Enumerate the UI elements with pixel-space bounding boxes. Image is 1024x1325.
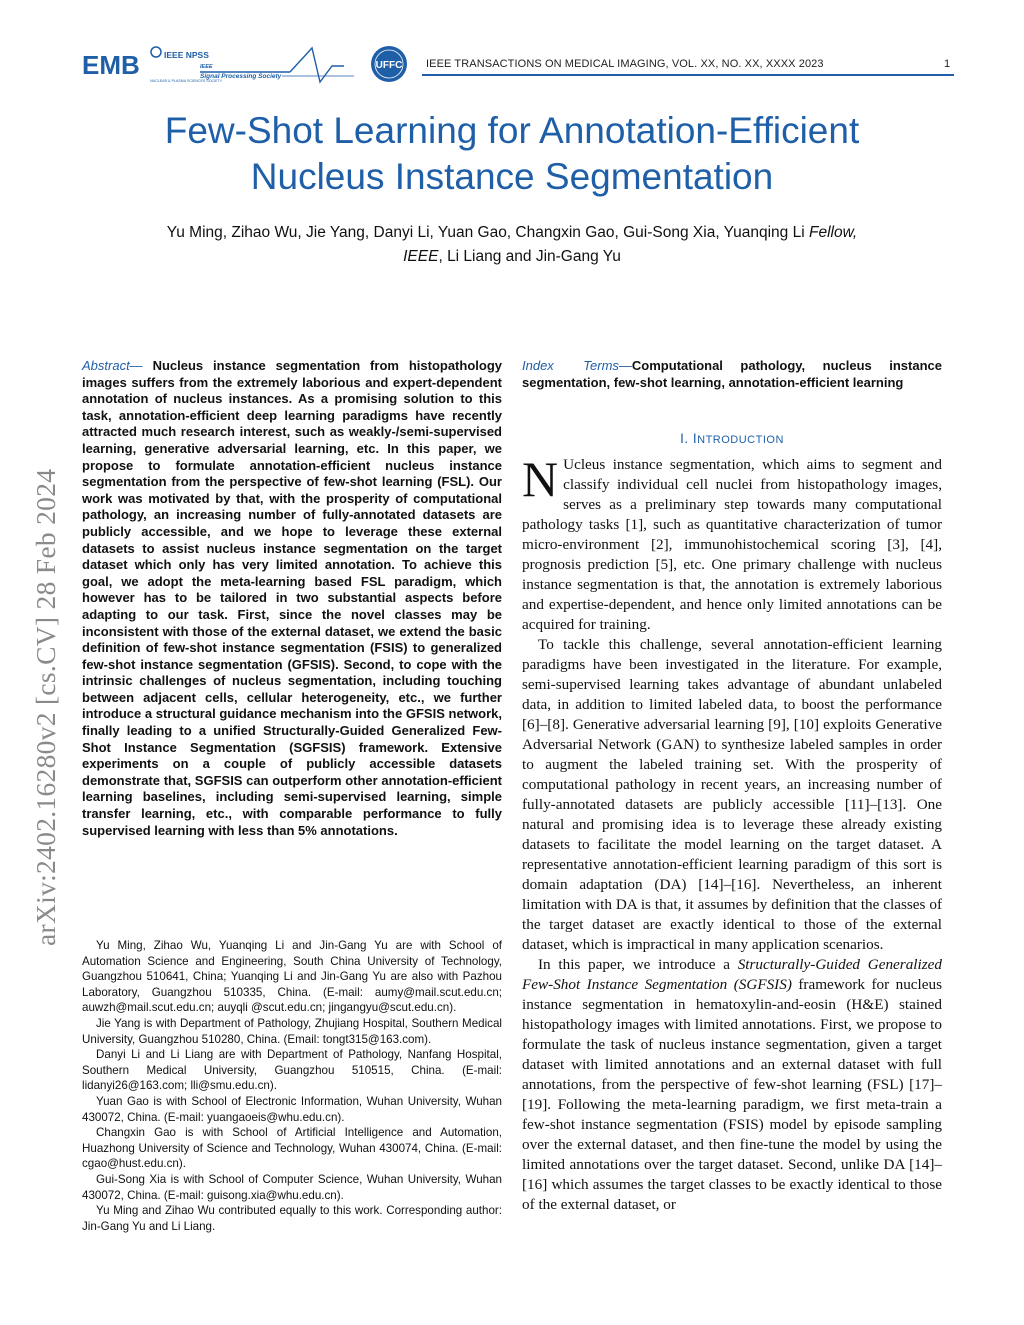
title-line-2: Nucleus Instance Segmentation	[250, 156, 774, 197]
authors-line-2: , Li Liang and Jin-Gang Yu	[438, 248, 621, 265]
author-footnotes	[82, 938, 502, 1234]
header-rule	[422, 74, 954, 76]
intro-p3-start: In this paper, we introduce a	[538, 956, 738, 973]
abstract	[82, 358, 502, 839]
index-terms-label: Index Terms—	[522, 358, 632, 373]
svg-text:IEEE: IEEE	[200, 64, 213, 70]
authors-fellow: Fellow,	[808, 224, 858, 241]
svg-text:NUCLEAR & PLASMA SCIENCES SOCI: NUCLEAR & PLASMA SCIENCES SOCIETY	[150, 79, 223, 83]
footnote: Jie Yang is with Department of Pathology, Zhujiang Hospital, Southern Medical University, Guangzhou 510280, China. (Email: tongt315@163.com).	[82, 1016, 502, 1046]
society-logos	[82, 42, 412, 90]
footnote: Danyi Li and Li Liang are with Department of Pathology, Nanfang Hospital, Southern Medical University, Guangzhou 510515, China. (E-mail: lidanyi26@163.com; lli@smu.edu.cn).	[82, 1048, 502, 1093]
section-number: I.	[680, 431, 693, 446]
footnote: Yu Ming and Zihao Wu contributed equally to this work. Corresponding author: Jin-Gang Yu and Li Liang.	[82, 1204, 502, 1233]
arxiv-sidebar	[30, 356, 60, 946]
drop-cap: N	[522, 451, 559, 507]
intro-paragraph-2: To tackle this challenge, several annotation-efficient learning paradigms have been investigated in the literature. For example, semi-supervised learning takes advantage of abundant unlabeled data, in addition to limited labeled data, to boost the performance [6]–[8]. Generative adversarial learning [9], [10] exploits Generative Adversarial Network (GAN) to synthesize labeled samples in order to augment the labeled training set. With the prosperity of computational pathology in recent years, an increasing number of fully-annotated datasets are publicly accessible [11]–[13]. One natural and promising idea is to leverage these already existing datasets to facilitate the model learning on the target dataset. A representative annotation-efficient learning paradigm of this sort is domain adaptation (DA) [14]–[16]. Nevertheless, an inherent limitation with DA is that, it assumes by definition that the classes of the target dataset are exactly identical to those of the external dataset, which is impractical in many application scenarios.	[522, 636, 942, 953]
section-title-rest: NTRODUCTION	[697, 434, 784, 446]
index-terms-text: Computational pathology, nucleus instance segmentation, few-shot learning, annotation-efficient learning	[522, 358, 942, 390]
author-list	[90, 221, 934, 269]
intro-p1-text: Ucleus instance segmentation, which aims to segment and classify individual cell nuclei from histopathology images, serves as a preliminary step towards many computational pathology tasks [1], such as quantitative characterization of tumor micro-environment [2], immunohistochemical scoring [3], [4], prognosis prediction [5], etc. One primary challenge with nucleus instance segmentation is that, the annotation is extremely laborious and expertise-dependent, and hence only limited annotations can be acquired for training.	[522, 456, 942, 633]
signal-processing-society-logo	[200, 48, 354, 82]
footnote: Yu Ming, Zihao Wu, Yuanqing Li and Jin-Gang Yu are with School of Automation Science and Engineering, South China University of Technology, Guangzhou 510641, China; Yuanqing Li and Jin-Gang Yu are also with Pazhou Laboratory, Guangzhou 510335, China. (E-mail: aumy@mail.scut.edu.cn; auwzh@mail.scut.edu.cn; auyqli @scut.edu.cn; jingangyu@scut.edu.cn).	[82, 939, 502, 1015]
intro-paragraph-1	[522, 451, 942, 635]
paper-title	[60, 108, 964, 200]
uffc-logo	[371, 46, 407, 82]
abstract-text: Nucleus instance segmentation from histopathology images suffers from the extremely laborious and expert-dependent annotation of nucleus instances. As a promising solution to this task, annotation-efficient deep learning paradigms have recently attracted much research interest, such as weakly-/semi-supervised learning, generative adversarial learning, etc. In this paper, we propose to formulate annotation-efficient nucleus instance segmentation from the perspective of few-shot learning (FSL). Our work was motivated by that, with the prosperity of computational pathology, an increasing number of fully-annotated datasets are publicly accessible, and we hope to leverage these external datasets to assist nucleus instance segmentation on the target dataset which only has very limited annotation. To achieve this goal, we adopt the meta-learning based FSL paradigm, which however has to be tailored in two substantial aspects before adapting to our task. First, since the novel classes may be inconsistent with those of the external dataset, we extend the basic definition of few-shot instance segmentation (FSIS) to generalized few-shot instance segmentation (GFSIS). Second, to cope with the intrinsic challenges of nucleus segmentation, including touching between adjacent cells, cellular heterogeneity, etc., we further introduce a structural guidance mechanism into the GFSIS network, finally leading to a unified Structurally-Guided Generalized Few-Shot Instance Segmentation (SGFSIS) framework. Extensive experiments on a couple of publicly accessible datasets demonstrate that, SGFSIS can outperform other annotation-efficient learning baselines, including semi-supervised learning, simple transfer learning, etc., with comparable performance to fully supervised learning with less than 5% annotations.	[82, 358, 502, 838]
page-number: 1	[944, 58, 951, 70]
svg-text:IEEE NPSS: IEEE NPSS	[164, 50, 209, 60]
section-initial: I	[692, 431, 698, 446]
section-heading-introduction	[522, 431, 942, 446]
journal-header: IEEE TRANSACTIONS ON MEDICAL IMAGING, VOL. XX, NO. XX, XXXX 2023	[426, 58, 824, 70]
footnote: Changxin Gao is with School of Artificial Intelligence and Automation, Huazhong University of Science and Technology, Wuhan 430074, China. (E-mail: cgao@hust.edu.cn).	[82, 1126, 502, 1171]
footnote: Yuan Gao is with School of Electronic Information, Wuhan University, Wuhan 430072, China. (E-mail: yuangaoeis@whu.edu.cn).	[82, 1094, 502, 1124]
index-terms	[522, 358, 942, 391]
intro-paragraph-3	[522, 955, 942, 1215]
authors-line-1: Yu Ming, Zihao Wu, Jie Yang, Danyi Li, Yuan Gao, Changxin Gao, Gui-Song Xia, Yuanqing Li	[166, 224, 809, 241]
svg-text:EMB: EMB	[82, 50, 140, 80]
title-line-1: Few-Shot Learning for Annotation-Efficient	[164, 110, 860, 151]
arxiv-identifier: arXiv:2402.16280v2 [cs.CV] 28 Feb 2024	[30, 468, 61, 946]
svg-text:Signal Processing Society: Signal Processing Society	[200, 73, 282, 80]
intro-p3-rest: framework for nucleus instance segmentation in hematoxylin-and-eosin (H&E) stained histopathology images with limited annotations. First, we propose to formulate the task of nucleus instance segmentation, given a target dataset with limited annotations and an external dataset with full annotations, from the perspective of few-shot learning (FSL) [17]–[19]. Following the meta-learning paradigm, we first meta-train a few-shot instance segmentation (FSIS) model by episode sampling over the external dataset, and then fine-tune the model by using the limited annotations over the target dataset. Second, unlike DA [14]–[16] which assumes the target classes to be exactly identical to those of the external dataset, or	[522, 976, 942, 1213]
framework-name: Structurally-Guided Generalized Few-Shot Instance Segmentation (SGFSIS)	[522, 956, 942, 993]
authors-ieee: IEEE	[403, 248, 439, 265]
svg-text:UFFC: UFFC	[375, 60, 403, 71]
abstract-label: Abstract—	[82, 358, 143, 373]
emb-logo	[82, 50, 140, 80]
introduction-body	[522, 451, 942, 1215]
footnote: Gui-Song Xia is with School of Computer Science, Wuhan University, Wuhan 430072, China. (E-mail: guisong.xia@whu.edu.cn).	[82, 1172, 502, 1202]
